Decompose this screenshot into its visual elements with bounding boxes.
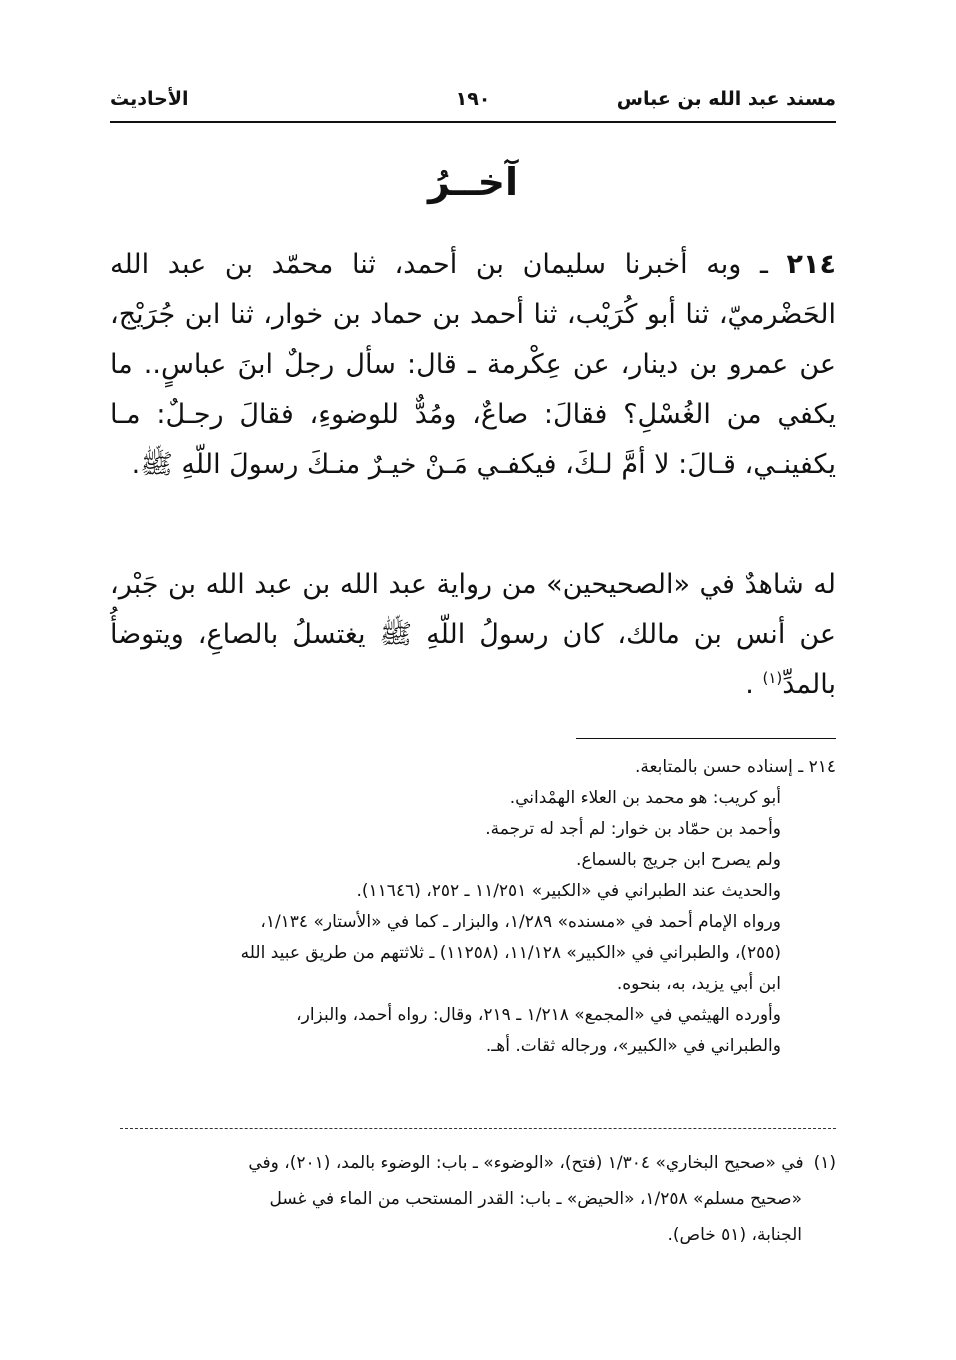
book-title: مسند عبد الله بن عباس <box>616 88 836 110</box>
footnote-marker[interactable]: (١) <box>762 669 783 687</box>
footnote <box>110 1145 836 1253</box>
footnote-number: (١) <box>813 1153 836 1173</box>
note-line: وأحمد بن حمّاد بن خوار: لم أجد له ترجمة. <box>485 819 781 839</box>
note-line: ٢١٤ ـ إسناده حسن بالمتابعة. <box>634 757 836 777</box>
shahid-end: . <box>745 669 754 700</box>
note-line: (٢٥٥)، والطبراني في «الكبير» ١١/١٢٨، (١١٢٥٨) ـ ثلاثتهم من طريق عبيد الله <box>240 943 781 963</box>
header-divider <box>110 121 836 123</box>
shahid-text: له شاهدٌ في «الصحيحين» من رواية عبد الله بن عبد الله بن جَبْر، عن أنس بن مالك، كان رسولُ اللّهِ ﷺ يغتسلُ بالصاعِ، ويتوضأُ بالمدِّ <box>110 569 836 700</box>
note-line: ولم يصرح ابن جريج بالسماع. <box>576 850 781 870</box>
hadith-paragraph <box>110 240 836 490</box>
note-line: وأورده الهيثمي في «المجمع» ١/٢١٨ ـ ٢١٩، وقال: رواه أحمد، والبزار، <box>296 1005 781 1025</box>
page-number: ١٩٠ <box>455 88 491 110</box>
hadith-text: ـ وبه أخبرنا سليمان بن أحمد، ثنا محمّد بن عبد الله الحَضْرميّ، ثنا أبو كُرَيْب، ثنا أحمد بن حماد بن خوار، ثنا ابن جُرَيْج، عن عمرو بن دينار، عن عِكْرمة ـ قال: سأل رجلٌ ابنَ عباسٍ.. ما يكفي من الغُسْلِ؟ فقالَ: صاعٌ، ومُدٌّ للوضوءِ، فقالَ رجـلٌ: مـا يكفينـي، قـالَ: لا أمَّ لـكَ، فيكفـي مَـنْ خيـرٌ منـكَ رسولَ اللّهِ ﷺ. <box>110 249 836 480</box>
chapter-title: آخــرُ <box>427 160 519 204</box>
hadith-number: ٢١٤ <box>786 249 836 280</box>
note-line: أبو كريب: هو محمد بن العلاء الهمْداني. <box>509 788 781 808</box>
note-line: ابن أبي يزيد، به، بنحوه. <box>616 974 781 994</box>
shahid-paragraph <box>110 560 836 710</box>
notes-divider <box>576 738 836 739</box>
footnote-line: الجنابة، (٥١ خاص). <box>667 1225 802 1245</box>
footnote-divider <box>120 1128 836 1129</box>
footnote-line: في «صحيح البخاري» ١/٣٠٤ (فتح)، «الوضوء» ـ باب: الوضوء بالمد، (٢٠١)، وفي <box>248 1153 804 1173</box>
section-title: الأحاديث <box>110 88 189 110</box>
footnote-line: «صحيح مسلم» ١/٢٥٨، «الحيض» ـ باب: القدر المستحب من الماء في غسل <box>269 1189 802 1209</box>
note-line: والطبراني في «الكبير»، ورجاله ثقات. أهـ. <box>485 1036 781 1056</box>
running-header <box>110 88 836 118</box>
takhrij-notes <box>110 752 836 1062</box>
note-line: ورواه الإمام أحمد في «مسنده» ١/٢٨٩، والبزار ـ كما في «الأستار» ١/١٣٤، <box>260 912 781 932</box>
note-line: والحديث عند الطبراني في «الكبير» ١١/٢٥١ ـ ٢٥٢، (١١٦٤٦). <box>356 881 781 901</box>
